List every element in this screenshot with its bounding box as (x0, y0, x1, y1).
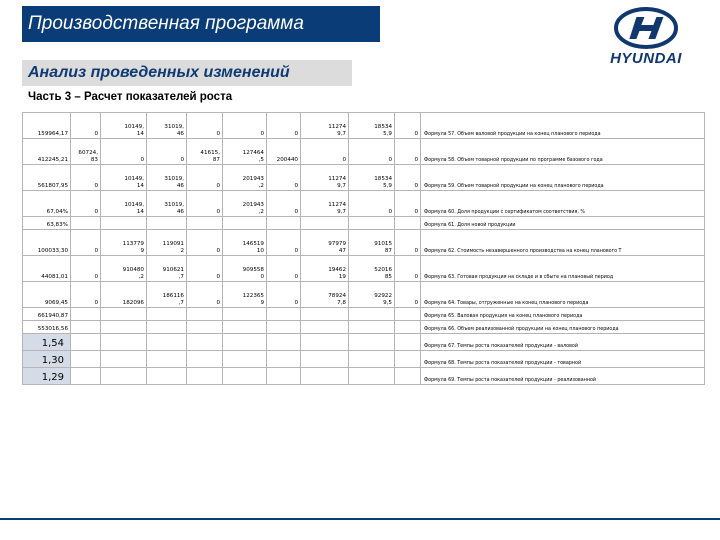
value-cell (395, 351, 421, 368)
result-cell: 63,83% (23, 217, 71, 230)
value-cell: 0 (187, 282, 223, 308)
table-row (23, 334, 705, 351)
value-cell: 0 (187, 230, 223, 256)
value-cell: 0 (395, 113, 421, 139)
value-cell (71, 217, 101, 230)
value-cell: 11274 9,7 (301, 113, 349, 139)
value-cell: 0 (267, 165, 301, 191)
value-cell (147, 334, 187, 351)
formula-description: Формула 67. Темпы роста показателей продукции - валовой (421, 334, 705, 351)
value-cell: 0 (395, 256, 421, 282)
hyundai-logo (590, 6, 702, 70)
value-cell (301, 308, 349, 321)
value-cell (187, 308, 223, 321)
result-cell: 1,30 (23, 351, 71, 368)
value-cell: 11274 9,7 (301, 165, 349, 191)
value-cell (267, 368, 301, 385)
value-cell: 0 (101, 139, 147, 165)
value-cell (349, 308, 395, 321)
value-cell: 0 (395, 282, 421, 308)
value-cell: 31019, 46 (147, 113, 187, 139)
value-cell: 201943 ,2 (223, 165, 267, 191)
value-cell: 19462 19 (301, 256, 349, 282)
formula-description: Формула 65. Валовая продукция на конец планового периода (421, 308, 705, 321)
value-cell: 0 (395, 230, 421, 256)
value-cell: 10149, 14 (101, 191, 147, 217)
value-cell (147, 308, 187, 321)
value-cell: 0 (187, 113, 223, 139)
value-cell (101, 217, 147, 230)
value-cell: 0 (267, 113, 301, 139)
value-cell: 146519 10 (223, 230, 267, 256)
value-cell: 31019, 46 (147, 165, 187, 191)
value-cell (101, 351, 147, 368)
table-row (23, 191, 705, 217)
formula-description: Формула 64. Товары, отгруженные на конец планового периода (421, 282, 705, 308)
value-cell: 0 (187, 256, 223, 282)
table-row (23, 368, 705, 385)
value-cell: 97979 47 (301, 230, 349, 256)
value-cell (395, 217, 421, 230)
value-cell: 0 (71, 256, 101, 282)
result-cell: 44081,01 (23, 256, 71, 282)
formula-description: Формула 58. Объем товарной продукции по программе базового года (421, 139, 705, 165)
value-cell (349, 351, 395, 368)
value-cell: 0 (187, 191, 223, 217)
value-cell: 0 (147, 139, 187, 165)
value-cell: 60724, 83 (71, 139, 101, 165)
value-cell (223, 308, 267, 321)
table-row (23, 113, 705, 139)
value-cell (71, 321, 101, 334)
slide-subtitle: Анализ проведенных изменений (22, 60, 352, 86)
footer-rule (0, 518, 720, 520)
value-cell: 182096 (101, 282, 147, 308)
value-cell: 10149, 14 (101, 113, 147, 139)
value-cell: 0 (71, 282, 101, 308)
value-cell: 122365 9 (223, 282, 267, 308)
value-cell: 31019, 46 (147, 191, 187, 217)
formula-description: Формула 66. Объем реализованной продукции на конец планового периода (421, 321, 705, 334)
result-cell: 412245,21 (23, 139, 71, 165)
value-cell: 52016 85 (349, 256, 395, 282)
value-cell: 0 (349, 139, 395, 165)
value-cell: 119091 2 (147, 230, 187, 256)
value-cell: 0 (301, 139, 349, 165)
hyundai-emblem-icon (590, 6, 702, 50)
value-cell: 0 (71, 230, 101, 256)
formula-description: Формула 59. Объем товарной продукции на конец планового периода (421, 165, 705, 191)
value-cell: 0 (71, 165, 101, 191)
value-cell (187, 351, 223, 368)
result-cell: 561807,95 (23, 165, 71, 191)
result-cell: 1,29 (23, 368, 71, 385)
value-cell: 0 (267, 230, 301, 256)
value-cell: 909558 0 (223, 256, 267, 282)
value-cell (71, 334, 101, 351)
value-cell: 0 (395, 139, 421, 165)
value-cell: 186116 ,7 (147, 282, 187, 308)
table-row (23, 139, 705, 165)
value-cell (349, 368, 395, 385)
section-heading: Часть 3 – Расчет показателей роста (28, 91, 233, 103)
result-cell: 9069,45 (23, 282, 71, 308)
table-row (23, 165, 705, 191)
value-cell (101, 368, 147, 385)
slide-title: Производственная программа (22, 6, 380, 42)
value-cell (301, 334, 349, 351)
value-cell (267, 334, 301, 351)
value-cell: 0 (187, 165, 223, 191)
value-cell: 78924 7,8 (301, 282, 349, 308)
table-row (23, 256, 705, 282)
value-cell: 0 (71, 191, 101, 217)
value-cell: 0 (223, 113, 267, 139)
table-row (23, 351, 705, 368)
result-cell: 67,04% (23, 191, 71, 217)
value-cell (349, 321, 395, 334)
result-cell: 661940,87 (23, 308, 71, 321)
value-cell (349, 217, 395, 230)
value-cell (101, 321, 147, 334)
value-cell (101, 308, 147, 321)
value-cell (301, 351, 349, 368)
result-cell: 100033,30 (23, 230, 71, 256)
value-cell (147, 217, 187, 230)
value-cell: 0 (395, 165, 421, 191)
formula-description: Формула 68. Темпы роста показателей продукции - товарной (421, 351, 705, 368)
value-cell (267, 351, 301, 368)
value-cell (71, 368, 101, 385)
value-cell (187, 368, 223, 385)
result-cell: 553016,56 (23, 321, 71, 334)
value-cell (301, 368, 349, 385)
formula-description: Формула 60. Доля продукции с сертификатом соответствия, % (421, 191, 705, 217)
value-cell: 0 (71, 113, 101, 139)
value-cell (101, 334, 147, 351)
value-cell (71, 308, 101, 321)
table-row (23, 230, 705, 256)
formula-description: Формула 69. Темпы роста показателей продукции - реализованной (421, 368, 705, 385)
value-cell: 11274 9,7 (301, 191, 349, 217)
value-cell (349, 334, 395, 351)
calculation-table (22, 112, 705, 385)
value-cell: 0 (267, 191, 301, 217)
value-cell (223, 217, 267, 230)
value-cell: 0 (267, 256, 301, 282)
value-cell: 0 (349, 191, 395, 217)
value-cell (187, 321, 223, 334)
value-cell: 91015 87 (349, 230, 395, 256)
formula-description: Формула 63. Готовая продукция на складе и в сбыте на плановый период (421, 256, 705, 282)
table-row (23, 308, 705, 321)
value-cell (223, 351, 267, 368)
value-cell: 201943 ,2 (223, 191, 267, 217)
value-cell (395, 321, 421, 334)
value-cell (223, 368, 267, 385)
formula-description: Формула 62. Стоимость незавершенного производства на конец планового Т (421, 230, 705, 256)
result-cell: 1,54 (23, 334, 71, 351)
value-cell (147, 351, 187, 368)
formula-description: Формула 57. Объем валовой продукции на конец планового периода (421, 113, 705, 139)
value-cell (187, 334, 223, 351)
value-cell: 18534 5,9 (349, 113, 395, 139)
table-row (23, 282, 705, 308)
value-cell: 0 (395, 191, 421, 217)
table-row (23, 321, 705, 334)
formula-description: Формула 61. Доля новой продукции (421, 217, 705, 230)
value-cell: 910480 ,2 (101, 256, 147, 282)
value-cell (301, 217, 349, 230)
value-cell (71, 351, 101, 368)
value-cell (187, 217, 223, 230)
hyundai-wordmark: HYUNDAI (610, 50, 682, 67)
value-cell (223, 334, 267, 351)
value-cell: 10149, 14 (101, 165, 147, 191)
value-cell: 910621 ,7 (147, 256, 187, 282)
value-cell (147, 321, 187, 334)
value-cell (267, 217, 301, 230)
value-cell: 18534 5,9 (349, 165, 395, 191)
value-cell (223, 321, 267, 334)
value-cell: 0 (267, 282, 301, 308)
value-cell: 113779 9 (101, 230, 147, 256)
result-cell: 159964,17 (23, 113, 71, 139)
table-row (23, 217, 705, 230)
value-cell (301, 321, 349, 334)
value-cell (147, 368, 187, 385)
value-cell: 127464 ,5 (223, 139, 267, 165)
value-cell: 200440 (267, 139, 301, 165)
value-cell (395, 368, 421, 385)
value-cell (395, 334, 421, 351)
value-cell (395, 308, 421, 321)
value-cell: 92922 9,5 (349, 282, 395, 308)
value-cell (267, 321, 301, 334)
value-cell: 41615, 87 (187, 139, 223, 165)
value-cell (267, 308, 301, 321)
